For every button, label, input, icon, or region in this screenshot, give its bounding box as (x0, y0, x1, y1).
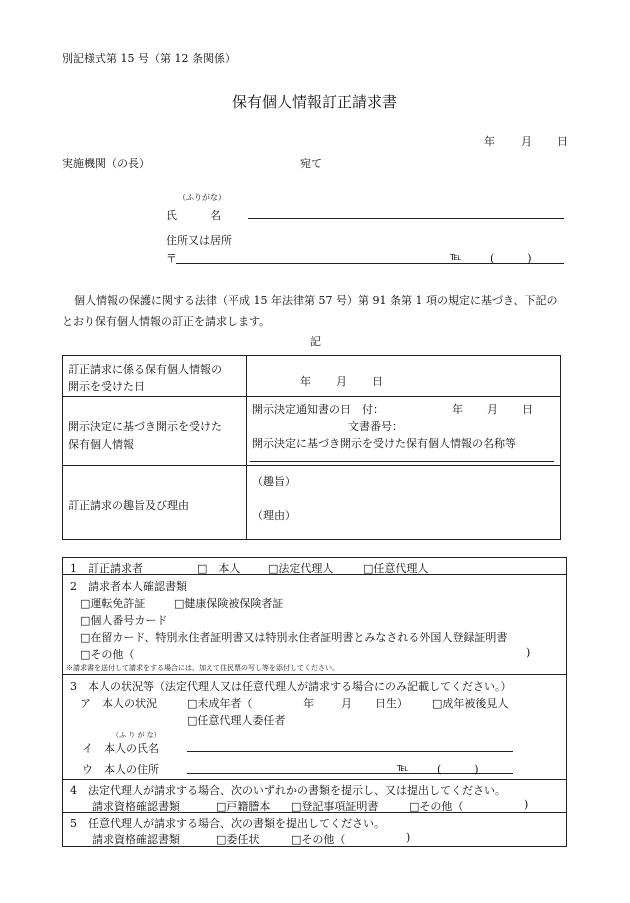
s3-ward-checkbox[interactable]: □成年被後見人 (432, 697, 509, 710)
s5-power-of-attorney-checkbox[interactable]: □委任状 (216, 833, 260, 846)
s4-other-close: ) (524, 798, 529, 811)
row2-year: 年 (452, 403, 463, 416)
s1-legal-rep-checkbox[interactable]: □法定代理人 (268, 562, 334, 575)
s3-u-label: ウ 本人の住所 (82, 763, 159, 776)
s3-a-label: ア 本人の状況 (80, 697, 157, 710)
s2-residence-card-checkbox[interactable]: □在留カード、特別永住者証明書又は特別永住者証明書とみなされる外国人登録証明書 (80, 631, 508, 644)
furigana-label: （ふりがな） (178, 193, 226, 202)
s2-note: ※請求書を送付して請求をする場合には、加えて住民票の写し等を添付してください。 (66, 664, 339, 672)
s5-other-close: ) (406, 831, 411, 844)
s3-birth-month: 月 (341, 697, 352, 710)
s3-minor-checkbox[interactable]: □未成年者（ (187, 697, 253, 710)
table1-divider (246, 355, 247, 540)
date-month-label: 月 (521, 135, 532, 148)
addressee-label: 宛て (300, 157, 322, 170)
s3-label: 3 本人の状況等（法定代理人又は任意代理人が請求する場合にのみ記載してください。） (70, 680, 512, 693)
body-paragraph-1: 個人情報の保護に関する法律（平成 15 年法律第 57 号）第 91 条第 1 項の規定に基づき、下記の (74, 294, 558, 307)
row2-day: 日 (522, 403, 533, 416)
s1-label: 1 訂正請求者 (70, 562, 143, 575)
page-title: 保有個人情報訂正請求書 (232, 93, 398, 111)
row2-label-line1: 開示決定に基づき開示を受けた (68, 420, 222, 433)
s5-docs-label: 請求資格確認書類 (92, 833, 180, 846)
s2-license-checkbox[interactable]: □運転免許証 (80, 597, 146, 610)
s3-birth-year: 年 (303, 697, 314, 710)
s4-registry-cert-checkbox[interactable]: □登記事項証明書 (291, 800, 379, 813)
name-field[interactable] (248, 218, 564, 219)
row1-year: 年 (300, 375, 311, 388)
s1-voluntary-rep-checkbox[interactable]: □任意代理人 (363, 562, 429, 575)
ki-label: 記 (310, 335, 321, 348)
s3-name-field[interactable] (187, 751, 513, 752)
row3-purpose: （趣旨） (252, 475, 296, 488)
s4-label: 4 法定代理人が請求する場合、次のいずれかの書類を提示し、又は提出してください。 (70, 784, 506, 797)
row2-label-line2: 保有個人情報 (68, 438, 134, 451)
table1-row-line-1 (62, 396, 561, 397)
row3-reason: （理由） (252, 509, 296, 522)
row1-day: 日 (372, 375, 383, 388)
s3-tel-label: ℡ (397, 761, 409, 774)
s4-docs-label: 請求資格確認書類 (92, 800, 180, 813)
row2-month: 月 (487, 403, 498, 416)
row2-info-field[interactable] (250, 461, 554, 462)
form-number: 別記様式第 15 号（第 12 条関係） (62, 52, 236, 65)
s3-principal-checkbox[interactable]: □任意代理人委任者 (187, 714, 286, 727)
date-day-label: 日 (557, 135, 568, 148)
postal-mark: 〒 (166, 252, 177, 265)
row3-label: 訂正請求の趣旨及び理由 (68, 499, 189, 512)
s2-mynumber-checkbox[interactable]: □個人番号カード (80, 614, 168, 627)
s3-i-label: イ 本人の氏名 (82, 742, 159, 755)
table2-line-2 (62, 674, 567, 675)
s3-tel-parens: ( ) (437, 763, 479, 776)
s4-family-register-checkbox[interactable]: □戸籍謄本 (216, 800, 271, 813)
address-label: 住所又は居所 (166, 234, 232, 247)
name-label: 氏 名 (166, 209, 221, 222)
s1-self-checkbox[interactable]: □ 本人 (197, 562, 241, 575)
s2-other-close: ) (526, 646, 531, 659)
s4-other-checkbox[interactable]: □その他（ (409, 800, 464, 813)
body-paragraph-2: とおり保有個人情報の訂正を請求します。 (62, 315, 271, 328)
date-year-label: 年 (484, 135, 495, 148)
s3-birth-day: 日生） (375, 697, 408, 710)
row1-label-line2: 開示を受けた日 (68, 380, 145, 393)
s2-label: 2 請求者本人確認書類 (70, 580, 187, 593)
row2-document-number: 文書番号： (348, 420, 403, 433)
tel-parens: ( ) (490, 252, 532, 265)
agency-label: 実施機関（の長） (62, 157, 150, 170)
row1-month: 月 (336, 375, 347, 388)
s2-insurance-checkbox[interactable]: □健康保険被保険者証 (174, 597, 284, 610)
table1-row-line-2 (62, 465, 561, 466)
row1-label-line1: 訂正請求に係る保有個人情報の (68, 363, 222, 376)
table2-line-3 (62, 779, 567, 780)
row2-info-name: 開示決定に基づき開示を受けた保有個人情報の名称等 (252, 437, 516, 450)
s5-other-checkbox[interactable]: □その他（ (291, 833, 346, 846)
s5-label: 5 任意代理人が請求する場合、次の書類を提出してください。 (70, 817, 385, 830)
s2-other-checkbox[interactable]: □その他（ (80, 648, 135, 661)
tel-label: ℡ (450, 250, 462, 263)
row2-notice-date: 開示決定通知書の日 付： (252, 403, 384, 416)
s3-furigana: （ふ り が な） (112, 731, 161, 739)
